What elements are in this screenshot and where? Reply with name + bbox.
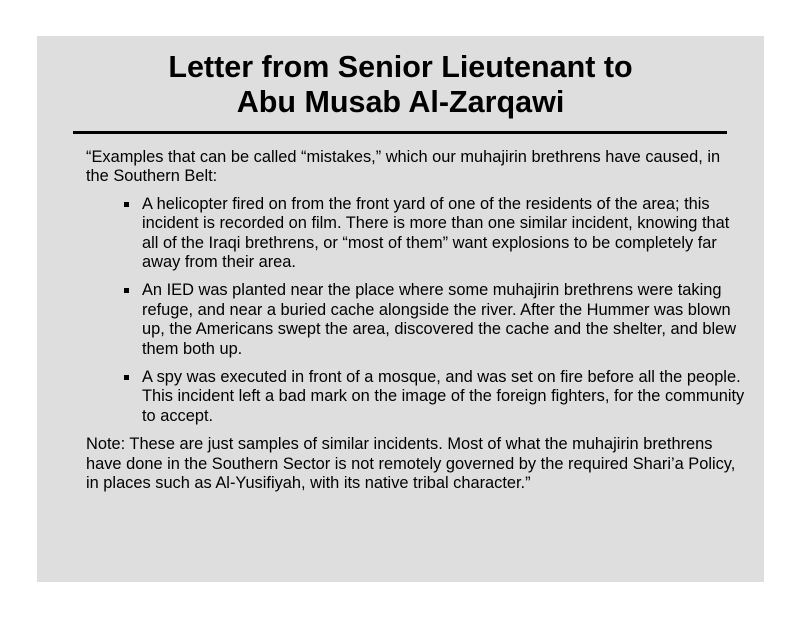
list-item-text: A helicopter fired on from the front yard of one of the residents of the area; this incident is recorded on film. There is more than one similar incident, knowing that all of the Iraqi brethrens, or “most of them” want explosions to be completely far away from their area. [142, 194, 730, 272]
list-item [124, 195, 746, 273]
note-paragraph: Note: These are just samples of similar incidents. Most of what the muhajirin brethrens have done in the Southern Sector is not remotely governed by the required Shari’a Policy, in places such as Al-Yusifiyah, with its native tribal character.” [86, 435, 736, 493]
title-line-2: Abu Musab Al-Zarqawi [236, 85, 565, 119]
list-item-text: An IED was planted near the place where some muhajirin brethrens were taking refuge, and near a buried cache alongside the river. After the Hummer was blown up, the Americans swept the area, discovered the cache and the shelter, and blew them both up. [142, 281, 737, 358]
square-bullet-icon [124, 288, 129, 293]
slide-body [86, 148, 746, 494]
slide [37, 36, 764, 582]
slide-title [37, 50, 764, 120]
square-bullet-icon [124, 202, 129, 207]
list-item [124, 368, 746, 426]
square-bullet-icon [124, 375, 129, 380]
list-item [124, 281, 746, 359]
title-divider [73, 131, 727, 134]
intro-paragraph: “Examples that can be called “mistakes,” which our muhajirin brethrens have caused, in the Southern Belt: [86, 148, 721, 186]
incident-list [86, 195, 746, 426]
list-item-text: A spy was executed in front of a mosque, and was set on fire before all the people. This incident left a bad mark on the image of the foreign fighters, for the community to accept. [142, 368, 745, 425]
title-line-1: Letter from Senior Lieutenant to [168, 50, 633, 84]
